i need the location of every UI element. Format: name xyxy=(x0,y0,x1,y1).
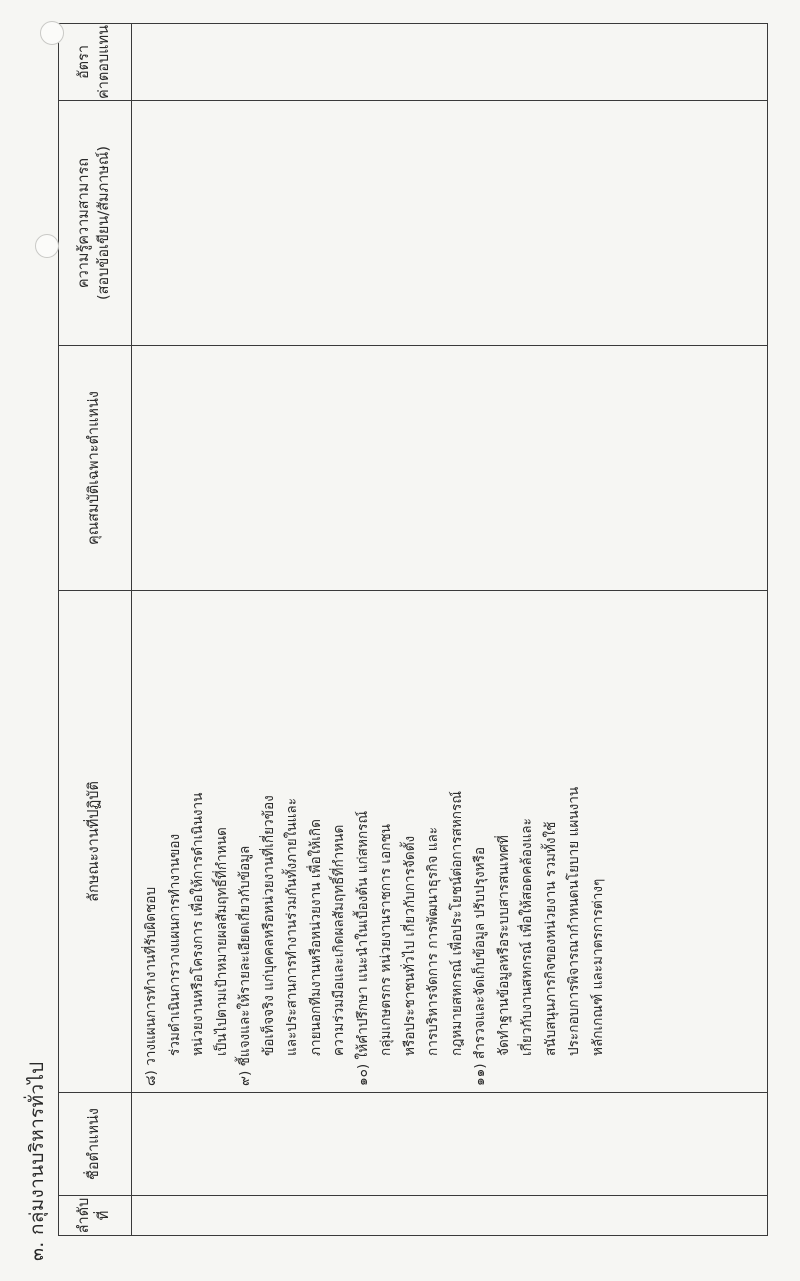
duty-text-line: หน่วยงานหรือโครงการ เพื่อให้การดำเนินงาน xyxy=(190,792,206,1056)
duty-number: ๘) xyxy=(143,1070,159,1086)
duty-text-line: หลักเกณฑ์ และมาตรการต่างๆ xyxy=(589,878,606,1056)
duty-number: ๑๑) xyxy=(472,1063,488,1086)
duty-text-line: สนับสนุนภารกิจของหน่วยงาน รวมทั้งใช้ xyxy=(542,821,559,1056)
header-rate-line2: ค่าตอบแทน xyxy=(96,25,112,99)
duty-text-line: เกี่ยวกับงานสหกรณ์ เพื่อให้สอดคล้องและ xyxy=(519,818,535,1056)
cell-knowledge xyxy=(132,101,768,346)
duty-text-line: กฎหมายสหกรณ์ เพื่อประโยชน์ต่อการสหกรณ์ xyxy=(448,791,465,1056)
duty-number: ๑๐) xyxy=(354,1063,371,1086)
duty-text-line: ร่วมดำเนินการวางแผนการทำงานของ xyxy=(166,833,183,1056)
duty-list xyxy=(140,597,610,1086)
position-table xyxy=(58,23,768,1236)
punch-hole-mark xyxy=(35,234,59,258)
table-header-row xyxy=(59,24,132,1236)
duty-text-line: ประกอบการพิจารณากำหนดนโยบาย แผนงาน xyxy=(566,786,582,1056)
header-seq: ลำดับที่ xyxy=(59,1196,132,1236)
table-row xyxy=(132,24,768,1236)
header-knowledge-line2: (สอบข้อเขียน/สัมภาษณ์) xyxy=(96,146,112,300)
duty-text: ชี้แจงและให้รายละเอียดเกี่ยวกับข้อมูล xyxy=(237,845,253,1067)
header-knowledge xyxy=(59,101,132,346)
duty-text: วางแผนการทำงานที่รับผิดชอบ xyxy=(143,886,159,1066)
header-rate xyxy=(59,24,132,101)
cell-seq xyxy=(132,1196,768,1236)
header-duties: ลักษณะงานที่ปฏิบัติ xyxy=(59,591,132,1093)
duty-text: ให้คำปรึกษา แนะนำในเบื้องต้น แก่สหกรณ์ xyxy=(354,810,371,1060)
cell-qualifications xyxy=(132,346,768,591)
duty-text-line: หรือประชาชนทั่วไป เกี่ยวกับการจัดตั้ง xyxy=(401,835,418,1056)
duty-text-line: เป็นไปตามเป้าหมายผลสัมฤทธิ์ที่กำหนด xyxy=(213,827,230,1056)
duty-text-line: จัดทำฐานข้อมูลหรือระบบสารสนเทศที่ xyxy=(495,835,512,1056)
duty-item xyxy=(469,597,610,1086)
duty-item xyxy=(234,597,352,1086)
duty-item xyxy=(140,597,234,1086)
section-title: ๓. กลุ่มงานบริหารทั่วไป xyxy=(26,1061,48,1261)
duty-text-line: ข้อเท็จจริง แก่บุคคลหรือหน่วยงานที่เกี่ยวข้อง xyxy=(260,795,277,1056)
duty-text-line: ความร่วมมือและเกิดผลสัมฤทธิ์ที่กำหนด xyxy=(331,824,347,1056)
header-position: ชื่อตำแหน่ง xyxy=(59,1093,132,1196)
cell-rate xyxy=(132,24,768,101)
header-rate-line1: อัตรา xyxy=(76,44,93,80)
duty-text-line: กลุ่มเกษตรกร หน่วยงานราชการ เอกชน xyxy=(378,824,394,1056)
header-qualifications: คุณสมบัติเฉพาะตำแหน่ง xyxy=(59,346,132,591)
duty-text-line: ภายนอกทีมงานหรือหน่วยงาน เพื่อให้เกิด xyxy=(307,819,324,1056)
duty-text: สำรวจและจัดเก็บข้อมูล ปรับปรุงหรือ xyxy=(472,846,488,1060)
punch-hole-mark xyxy=(40,21,64,45)
duty-number: ๙) xyxy=(237,1070,253,1086)
duty-text-line: และประสานการทำงานร่วมกันทั้งภายในและ xyxy=(284,797,300,1056)
cell-duties xyxy=(132,591,768,1093)
duty-item xyxy=(352,597,470,1086)
header-knowledge-line1: ความรู้ความสามารถ xyxy=(76,157,93,289)
duty-text-line: การบริหารจัดการ การพัฒนาธุรกิจ และ xyxy=(425,826,441,1056)
cell-position xyxy=(132,1093,768,1196)
